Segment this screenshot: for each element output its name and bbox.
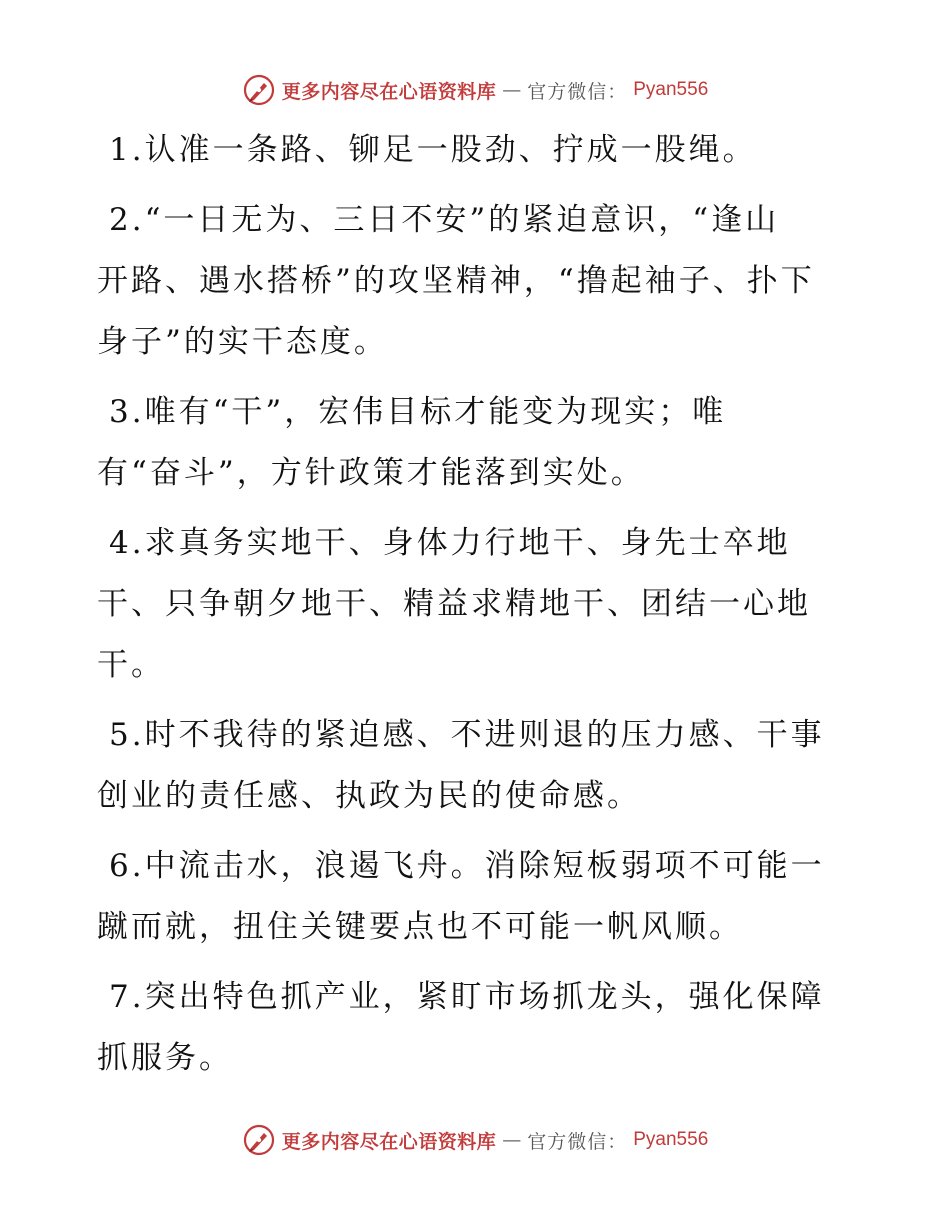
item-number: 6. — [109, 848, 145, 884]
list-item-2 — [97, 190, 857, 373]
item-text: 唯有“干”，宏伟目标才能变为现实；唯 有“奋斗”，方针政策才能落到实处。 — [97, 394, 727, 491]
watermark-wechat-id: Pyan556 — [633, 1129, 709, 1150]
item-number: 5. — [109, 717, 145, 753]
item-number: 4. — [109, 525, 145, 561]
watermark-separator: — — [502, 1129, 522, 1151]
pen-logo-icon — [242, 73, 276, 107]
pen-logo-icon — [242, 1123, 276, 1157]
watermark-wechat-id: Pyan556 — [633, 79, 709, 100]
list-item-4 — [97, 513, 857, 696]
item-text: 认准一条路、铆足一股劲、拧成一股绳。 — [144, 132, 757, 168]
item-number: 7. — [109, 979, 145, 1015]
item-number: 3. — [109, 394, 145, 430]
list-item-5 — [97, 705, 857, 827]
watermark-official-label: 官方微信： — [527, 1130, 628, 1153]
list-item-7 — [97, 967, 857, 1089]
watermark-text: 更多内容尽在心语资料库 — [281, 80, 497, 103]
item-text: “一日无为、三日不安”的紧迫意识，“逢山 开路、遇水搭桥”的攻坚精神，“撸起袖子、扑下 身子”的实干态度。 — [97, 202, 815, 360]
watermark-separator: — — [502, 79, 522, 101]
item-text: 中流击水，浪遏飞舟。消除短板弱项不可能一 蹴而就，扭住关键要点也不可能一帆风顺。 — [97, 848, 825, 945]
item-number: 2. — [109, 202, 145, 238]
item-text: 突出特色抓产业，紧盯市场抓龙头，强化保障 抓服务。 — [97, 979, 825, 1076]
header-watermark — [0, 70, 950, 110]
item-number: 1. — [109, 132, 145, 168]
item-text: 时不我待的紧迫感、不进则退的压力感、干事 创业的责任感、执政为民的使命感。 — [97, 717, 825, 814]
watermark-official-label: 官方微信： — [527, 80, 628, 103]
watermark-text: 更多内容尽在心语资料库 — [281, 1130, 497, 1153]
list-item-3 — [97, 382, 857, 504]
list-item-6 — [97, 836, 857, 958]
list-item-1 — [97, 120, 857, 181]
footer-watermark — [0, 1120, 950, 1160]
item-text: 求真务实地干、身体力行地干、身先士卒地 干、只争朝夕地干、精益求精地干、团结一心地 干。 — [97, 525, 811, 683]
document-body — [97, 120, 857, 1098]
